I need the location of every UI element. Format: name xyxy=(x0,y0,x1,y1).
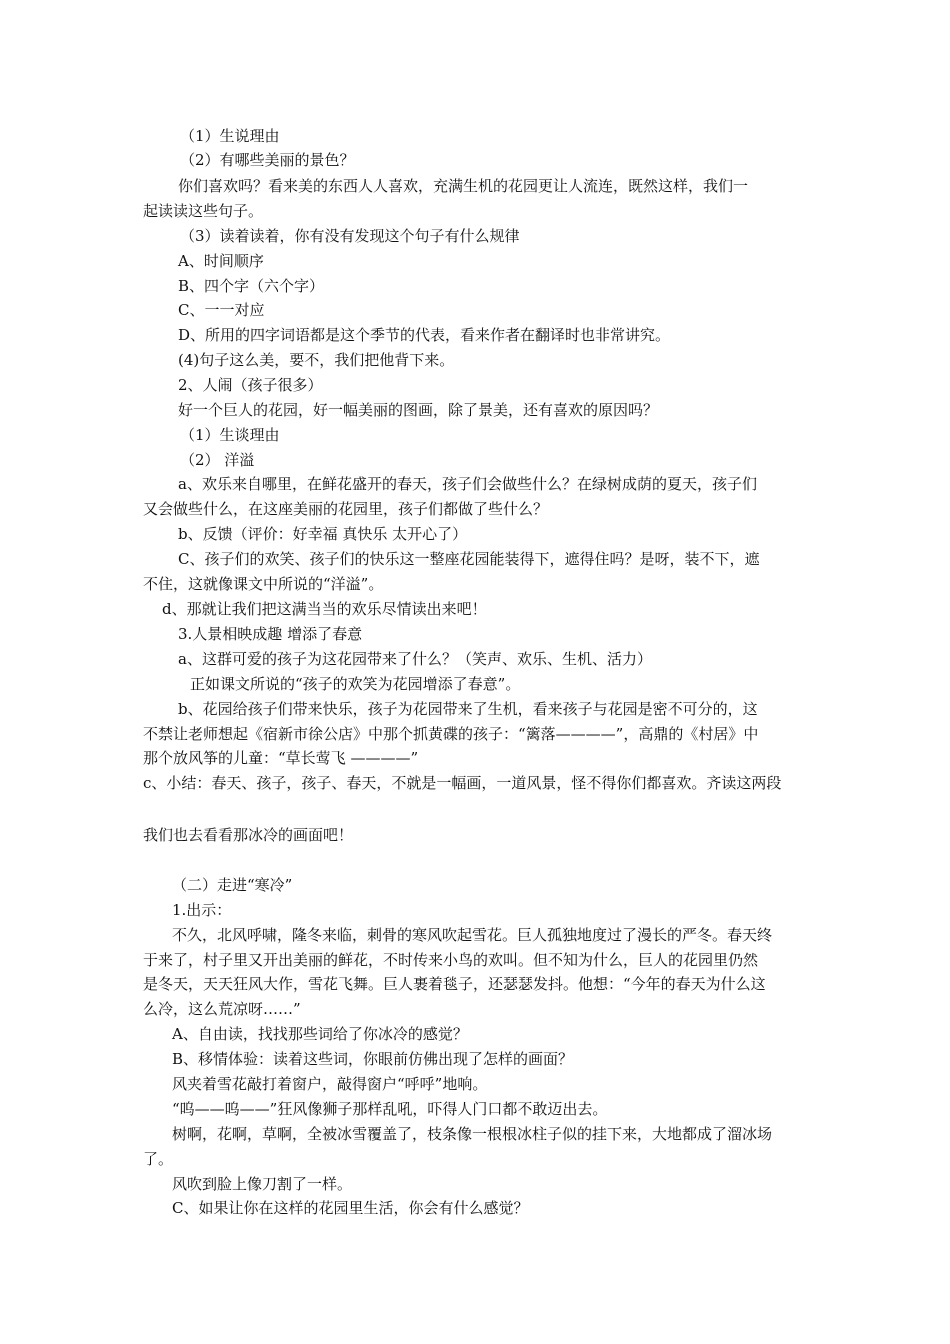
text-line: 是冬天，天天狂风大作，雪花飞舞。巨人裹着毯子，还瑟瑟发抖。他想：“今年的春天为什么这 xyxy=(143,975,766,993)
text-line: B、四个字（六个字） xyxy=(178,277,325,295)
text-line: d、那就让我们把这满当当的欢乐尽情读出来吧！ xyxy=(162,600,487,618)
text-line: 于来了，村子里又开出美丽的鲜花，不时传来小鸟的欢叫。但不知为什么，巨人的花园里仍然 xyxy=(143,951,759,969)
text-line: (4)句子这么美，要不，我们把他背下来。 xyxy=(178,351,455,369)
text-line: 不禁让老师想起《宿新市徐公店》中那个抓黄碟的孩子：“篱落————”，高鼎的《村居》中 xyxy=(143,725,759,743)
text-line: 树啊，花啊，草啊，全被冰雪覆盖了，枝条像一根根冰柱子似的挂下来，大地都成了溜冰场 xyxy=(172,1125,773,1143)
text-line: （3）读着读着，你有没有发现这个句子有什么规律 xyxy=(180,227,520,245)
text-line: 你们喜欢吗？看来美的东西人人喜欢，充满生机的花园更让人流连，既然这样，我们一 xyxy=(178,177,749,195)
text-line: 我们也去看看那冰冷的画面吧！ xyxy=(143,826,354,844)
text-line: a、这群可爱的孩子为这花园带来了什么？（笑声、欢乐、生机、活力） xyxy=(178,650,652,668)
text-line: 好一个巨人的花园，好一幅美丽的图画，除了景美，还有喜欢的原因吗？ xyxy=(178,401,659,419)
text-line: （1）生谈理由 xyxy=(180,426,280,444)
text-line: 不住，这就像课文中所说的“洋溢”。 xyxy=(143,575,384,593)
text-line: 风吹到脸上像刀割了一样。 xyxy=(172,1175,353,1193)
text-line: B、移情体验：读着这些词，你眼前仿佛出现了怎样的画面？ xyxy=(172,1050,574,1068)
text-line: C、如果让你在这样的花园里生活，你会有什么感觉？ xyxy=(172,1199,529,1217)
text-line: 正如课文所说的“孩子的欢笑为花园增添了春意”。 xyxy=(190,675,521,693)
text-line: （1）生说理由 xyxy=(180,127,280,145)
text-line: （2）有哪些美丽的景色？ xyxy=(180,151,355,169)
text-line: 3.人景相映成趣 增添了春意 xyxy=(178,625,363,643)
text-line: （2） 洋溢 xyxy=(180,451,255,469)
text-line: A、自由读，找找那些词给了你冰冷的感觉？ xyxy=(172,1025,468,1043)
text-line: 么冷，这么荒凉呀……” xyxy=(143,1000,301,1018)
text-line: 了。 xyxy=(143,1150,174,1168)
text-line: “呜——呜——”狂风像狮子那样乱吼，吓得人门口都不敢迈出去。 xyxy=(172,1100,608,1118)
text-line: 起读读这些句子。 xyxy=(143,202,264,220)
text-line: C、一一对应 xyxy=(178,301,265,319)
text-line: D、所用的四字词语都是这个季节的代表，看来作者在翻译时也非常讲究。 xyxy=(178,326,671,344)
text-line: a、欢乐来自哪里，在鲜花盛开的春天，孩子们会做些什么？在绿树成荫的夏天，孩子们 xyxy=(178,475,757,493)
text-line: A、时间顺序 xyxy=(178,252,264,270)
text-line: c、小结：春天、孩子，孩子、春天，不就是一幅画，一道风景，怪不得你们都喜欢。齐读这两段 xyxy=(143,774,782,792)
text-line: C、孩子们的欢笑、孩子们的快乐这一整座花园能装得下，遮得住吗？是呀，装不下，遮 xyxy=(178,550,760,568)
text-line: 1.出示： xyxy=(172,901,232,919)
text-line: b、反馈（评价：好幸福 真快乐 太开心了） xyxy=(178,525,468,543)
section-heading: （二）走进“寒冷” xyxy=(172,876,293,894)
text-line: 那个放风筝的儿童：“草长莺飞 ————” xyxy=(143,749,419,767)
text-line: 2、人闹（孩子很多） xyxy=(178,376,323,394)
text-line: 不久，北风呼啸，隆冬来临，刺骨的寒风吹起雪花。巨人孤独地度过了漫长的严冬。春天终 xyxy=(172,926,773,944)
text-line: b、花园给孩子们带来快乐，孩子为花园带来了生机，看来孩子与花园是密不可分的，这 xyxy=(178,700,758,718)
text-line: 又会做些什么，在这座美丽的花园里，孩子们都做了些什么？ xyxy=(143,500,549,518)
text-line: 风夹着雪花敲打着窗户，敲得窗户“呼呼”地响。 xyxy=(172,1075,488,1093)
